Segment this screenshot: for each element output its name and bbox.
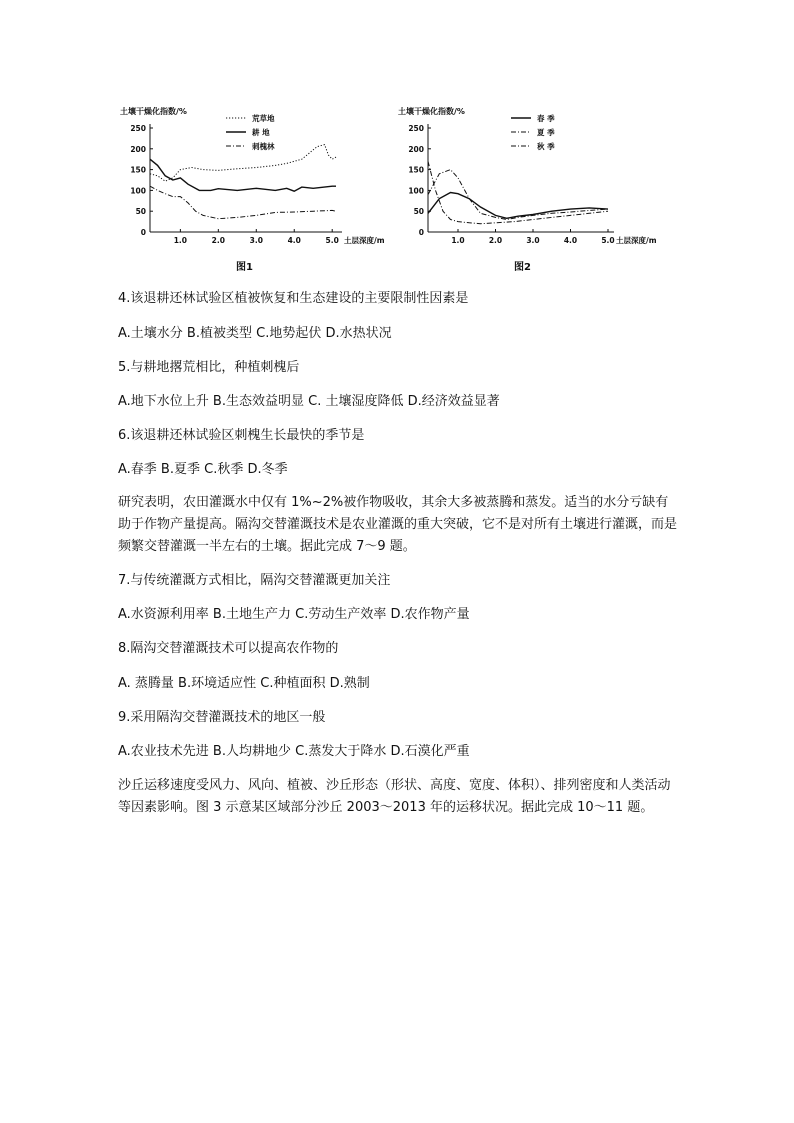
x-axis-label: 土层深度/m bbox=[344, 236, 385, 245]
series-line bbox=[428, 161, 608, 223]
y-tick-label: 0 bbox=[140, 228, 146, 237]
passage-dunes: 沙丘运移速度受风力、风向、植被、沙丘形态（形状、高度、宽度、体积）、排列密度和人类活动等因素影响。图 3 示意某区域部分沙丘 2003～2013 年的运移状况。据此完成 10～11 题。 bbox=[118, 778, 671, 815]
x-tick-label: 1.0 bbox=[173, 236, 188, 245]
y-tick-label: 50 bbox=[413, 207, 424, 217]
figure-1-chart bbox=[118, 100, 385, 255]
legend-label: 夏 季 bbox=[537, 128, 555, 137]
question-5-stem: 5.与耕地撂荒相比，种植刺槐后 bbox=[118, 360, 300, 375]
y-tick-label: 150 bbox=[130, 165, 146, 175]
y-tick-label: 50 bbox=[135, 207, 146, 217]
y-tick-label: 200 bbox=[408, 144, 424, 154]
x-tick-label: 5.0 bbox=[325, 236, 339, 245]
x-axis-label: 土层深度/m bbox=[616, 236, 657, 245]
legend-label: 刺槐林 bbox=[252, 142, 275, 151]
y-tick-label: 200 bbox=[130, 144, 146, 154]
x-tick-label: 2.0 bbox=[488, 236, 503, 245]
question-6-stem: 6.该退耕还林试验区刺槐生长最快的季节是 bbox=[118, 428, 365, 443]
question-4-options: A.土壤水分 B.植被类型 C.地势起伏 D.水热状况 bbox=[118, 326, 392, 341]
question-8-options: A. 蒸腾量 B.环境适应性 C.种植面积 D.熟制 bbox=[118, 676, 370, 691]
y-tick-label: 250 bbox=[130, 124, 146, 133]
legend-label: 荒草地 bbox=[252, 114, 275, 123]
figure-2-chart bbox=[395, 100, 705, 255]
figure-1-caption: 图1 bbox=[236, 262, 253, 273]
x-tick-label: 2.0 bbox=[211, 236, 225, 245]
figure-2-caption: 图2 bbox=[514, 262, 531, 273]
legend-label: 耕 地 bbox=[252, 128, 270, 137]
question-9-options: A.农业技术先进 B.人均耕地少 C.蒸发大于降水 D.石漠化严重 bbox=[118, 744, 470, 759]
x-tick-label: 4.0 bbox=[287, 236, 301, 245]
x-tick-label: 3.0 bbox=[526, 236, 540, 245]
passage-irrigation: 研究表明，农田灌溉水中仅有 1%~2%被作物吸收，其余大多被蒸腾和蒸发。适当的水分亏缺有助于作物产量提高。隔沟交替灌溉技术是农业灌溉的重大突破，它不是对所有土壤进行灌溉，而是频繁交替灌溉一半左右的土壤。据此完成 7～9 题。 bbox=[118, 495, 678, 554]
series-line bbox=[150, 159, 336, 191]
y-tick-label: 0 bbox=[418, 228, 424, 237]
question-7-options: A.水资源利用率 B.土地生产力 C.劳动生产效率 D.农作物产量 bbox=[118, 607, 470, 622]
y-tick-label: 250 bbox=[408, 124, 424, 133]
x-tick-label: 3.0 bbox=[249, 236, 263, 245]
x-tick-label: 4.0 bbox=[563, 236, 578, 245]
question-8-stem: 8.隔沟交替灌溉技术可以提高农作物的 bbox=[118, 641, 339, 656]
legend-label: 秋 季 bbox=[537, 142, 555, 151]
x-tick-label: 1.0 bbox=[451, 236, 465, 245]
y-tick-label: 100 bbox=[408, 186, 424, 196]
y-axis-label: 土壤干燥化指数/% bbox=[120, 107, 187, 116]
figure-2 bbox=[395, 100, 705, 255]
series-line bbox=[150, 145, 336, 182]
series-line bbox=[150, 186, 336, 219]
series-line bbox=[428, 170, 608, 220]
question-6-options: A.春季 B.夏季 C.秋季 D.冬季 bbox=[118, 462, 288, 477]
y-axis-label: 土壤干燥化指数/% bbox=[398, 107, 465, 116]
question-4-stem: 4.该退耕还林试验区植被恢复和生态建设的主要限制性因素是 bbox=[118, 291, 469, 306]
legend-label: 春 季 bbox=[537, 114, 555, 123]
question-5-options: A.地下水位上升 B.生态效益明显 C. 土壤湿度降低 D.经济效益显著 bbox=[118, 394, 500, 409]
x-tick-label: 5.0 bbox=[601, 236, 615, 245]
y-tick-label: 100 bbox=[130, 186, 146, 196]
y-tick-label: 150 bbox=[408, 165, 424, 175]
figure-1 bbox=[118, 100, 385, 255]
question-7-stem: 7.与传统灌溉方式相比，隔沟交替灌溉更加关注 bbox=[118, 573, 391, 588]
question-9-stem: 9.采用隔沟交替灌溉技术的地区一般 bbox=[118, 710, 326, 725]
